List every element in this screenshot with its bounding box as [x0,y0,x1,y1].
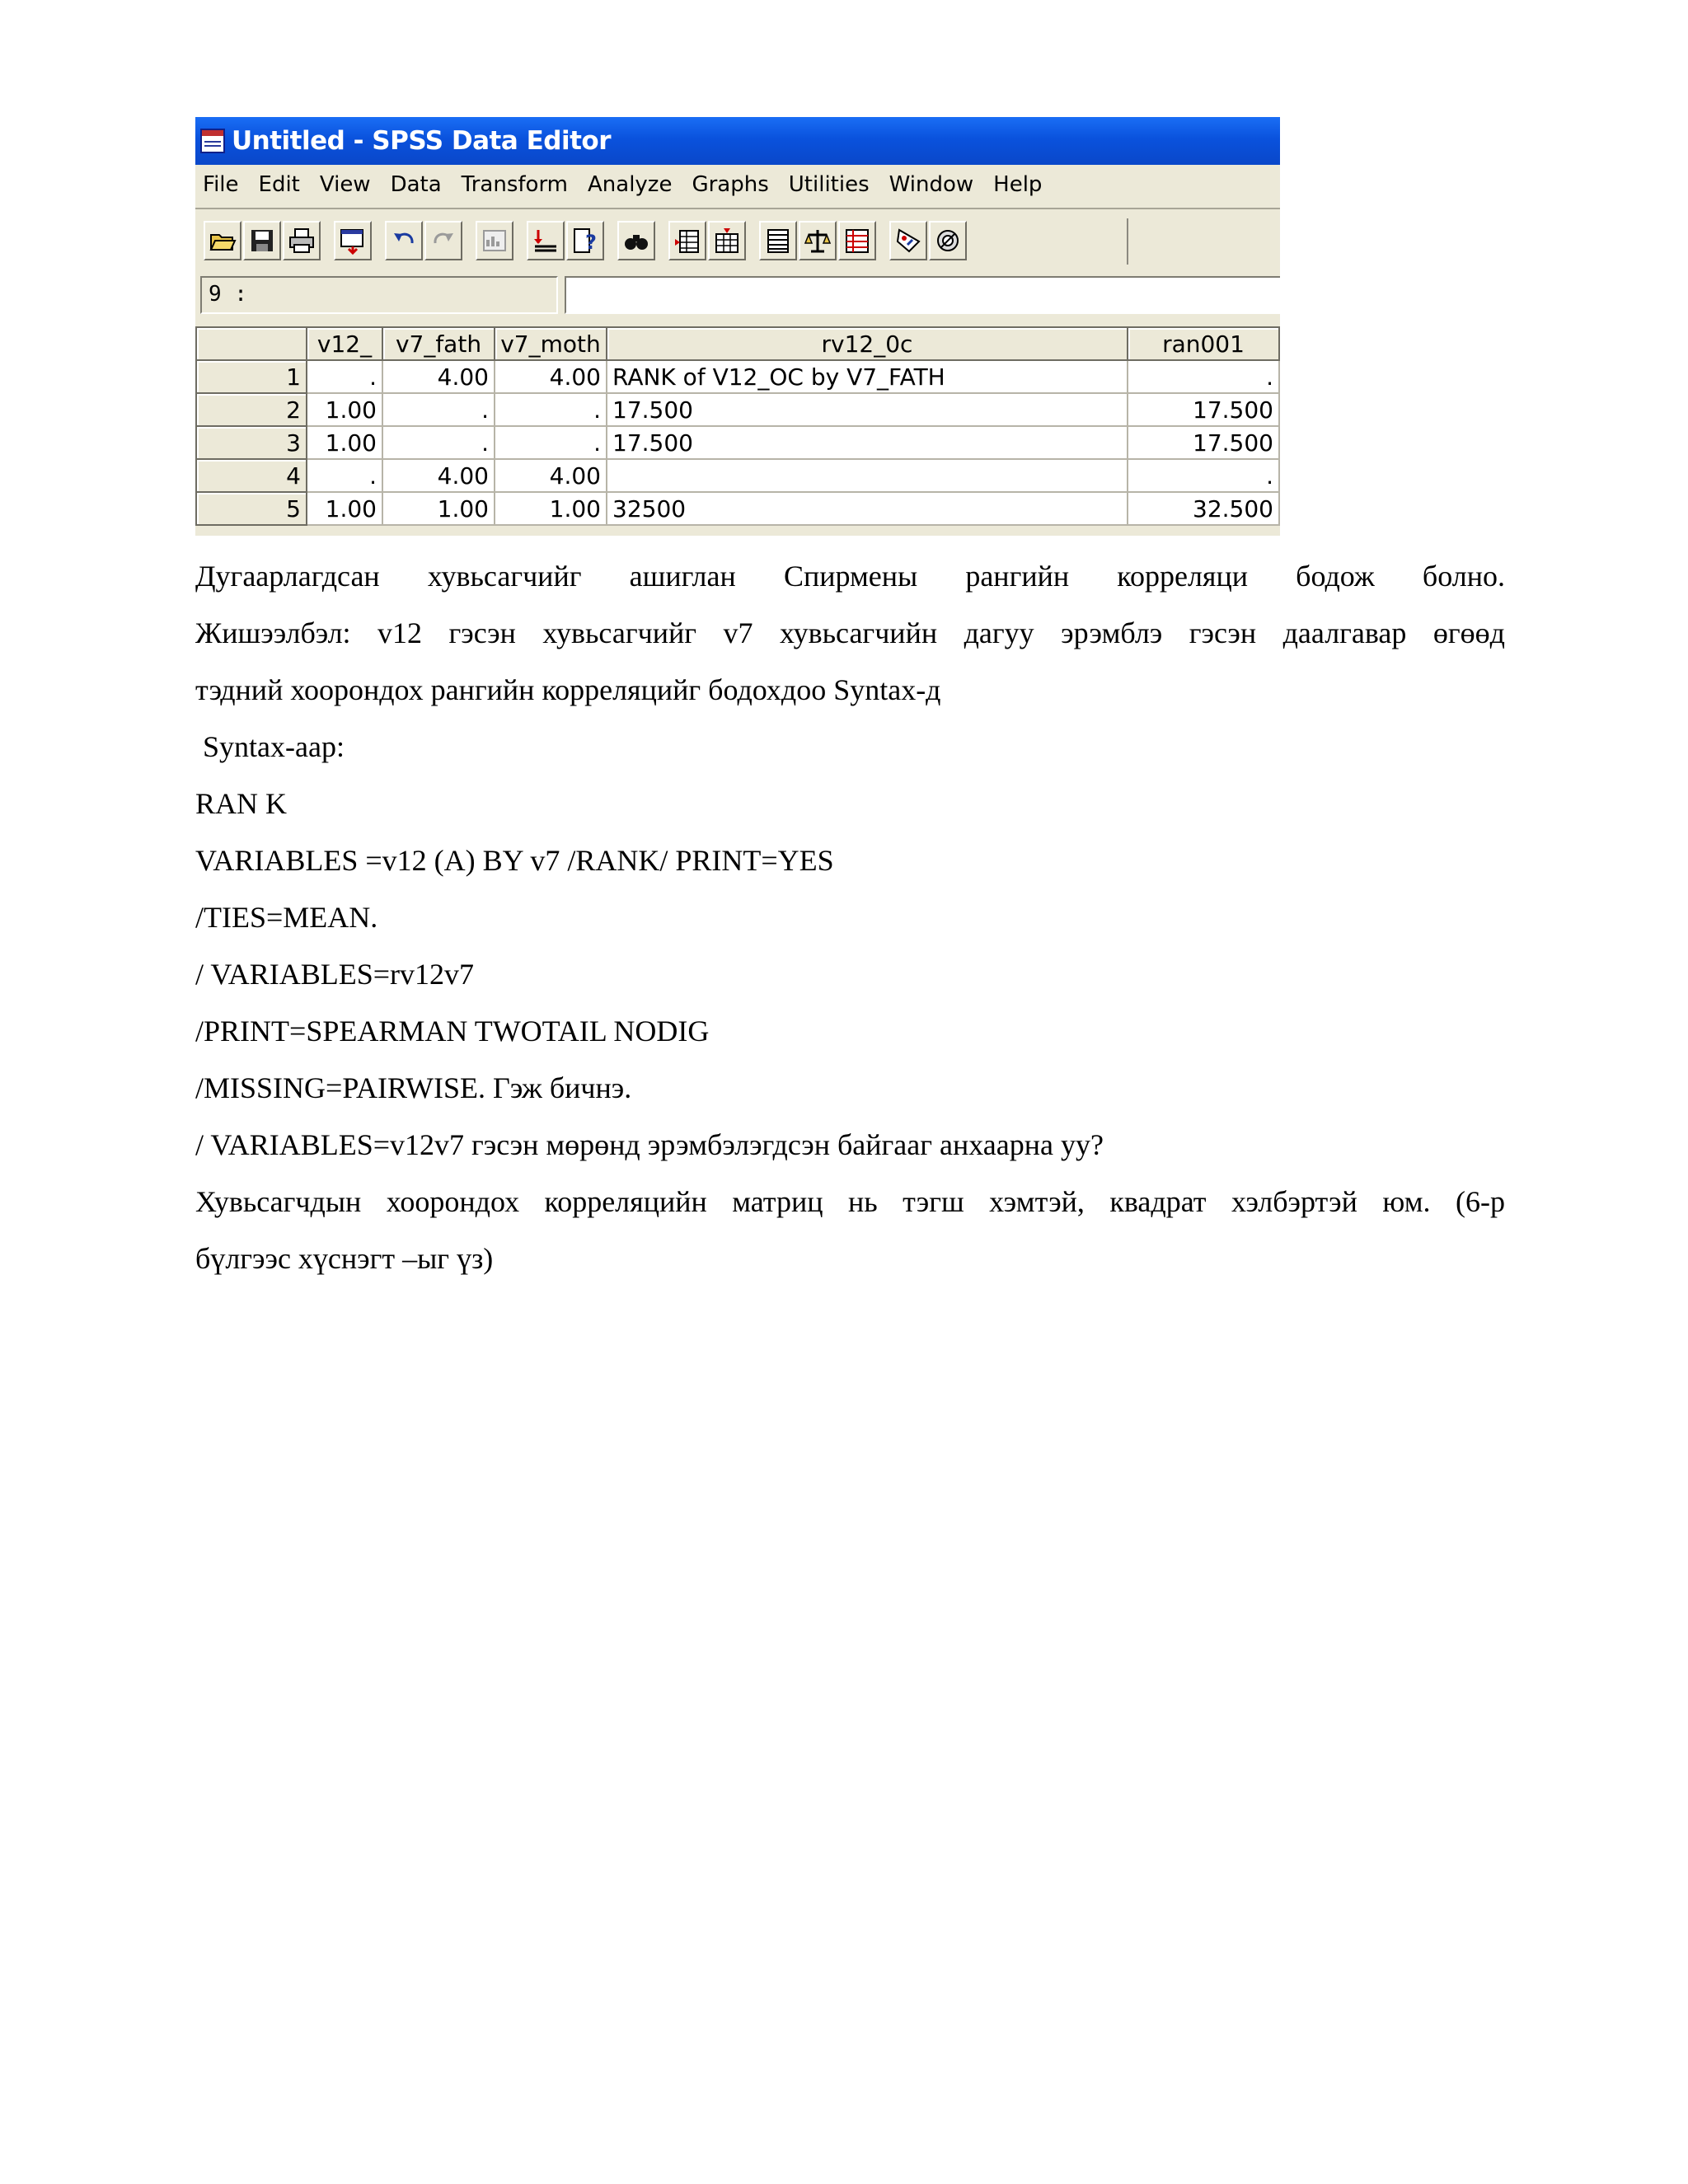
save-icon[interactable] [243,221,281,260]
row-header[interactable]: 1 [196,360,307,393]
row-header[interactable]: 3 [196,426,307,459]
menu-graphs[interactable]: Graphs [692,172,769,197]
goto-case-icon[interactable] [527,221,565,260]
code-line: /MISSING=PAIRWISE. Гэж бичнэ. [195,1071,632,1104]
svg-text:?: ? [585,231,597,254]
grid-header-row [196,327,1279,360]
data-cell[interactable] [607,459,1128,492]
data-cell[interactable]: . [495,426,607,459]
data-cell[interactable]: 4.00 [495,360,607,393]
data-cell[interactable]: 1.00 [307,492,382,525]
title-bar [195,117,1280,165]
menu-separator [195,208,1280,209]
data-cell[interactable]: 1.00 [382,492,495,525]
document-body [195,548,1505,1287]
data-cell[interactable]: 17.500 [1128,393,1279,426]
menu-file[interactable]: File [203,172,239,197]
find-icon[interactable] [617,221,655,260]
paragraph-line: бүлгээс хүснэгт –ыг үз) [195,1242,494,1275]
column-header-rv12-0c[interactable]: rv12_0c [607,327,1128,360]
code-line: RAN K [195,787,288,820]
menu-transform[interactable]: Transform [461,172,568,197]
paragraph-line: тэдний хоорондох рангийн корреляцийг бодохдоо Syntax-д [195,673,941,706]
column-header-v12[interactable]: v12_ [307,327,382,360]
data-cell[interactable]: . [307,360,382,393]
code-line: / VARIABLES=rv12v7 [195,958,475,991]
menu-view[interactable]: View [319,172,371,197]
toolbar [195,212,1280,268]
menu-analyze[interactable]: Analyze [588,172,673,197]
table-row [196,393,1279,426]
table-row [196,492,1279,525]
data-cell[interactable]: . [1128,360,1279,393]
cell-reference: 9 : [200,276,558,314]
note-line: / VARIABLES=v12v7 гэсэн мөрөнд эрэмбэлэгдсэн байгааг анхаарна уу? [195,1128,1104,1161]
toolbar-end-separator [1127,218,1128,265]
data-cell[interactable]: 17.500 [607,426,1128,459]
paragraph-line: Хувьсагчдын хоорондох корреляцийн матриц нь тэгш хэмтэй, квадрат хэлбэртэй юм. (6-р [195,1185,1505,1218]
data-cell[interactable]: 1.00 [495,492,607,525]
weight-cases-icon[interactable] [799,221,837,260]
menu-help[interactable]: Help [993,172,1043,197]
data-cell[interactable]: . [382,393,495,426]
split-file-icon[interactable] [759,221,797,260]
corner-cell [196,327,307,360]
select-cases-icon[interactable] [838,221,876,260]
insert-case-icon[interactable] [668,221,706,260]
spss-window-screenshot [195,117,1280,536]
undo-icon[interactable] [385,221,423,260]
code-line: /TIES=MEAN. [195,901,378,934]
data-cell[interactable]: 1.00 [307,393,382,426]
data-cell[interactable]: 17.500 [1128,426,1279,459]
row-header[interactable]: 2 [196,393,307,426]
print-icon[interactable] [283,221,321,260]
open-icon[interactable] [204,221,241,260]
use-sets-icon[interactable] [929,221,967,260]
data-cell[interactable]: . [382,426,495,459]
window-title: Untitled - SPSS Data Editor [232,126,611,156]
data-cell[interactable]: 17.500 [607,393,1128,426]
dialog-recall-icon[interactable] [334,221,372,260]
table-row [196,360,1279,393]
spss-app-icon [200,129,225,153]
data-cell[interactable]: . [307,459,382,492]
code-line: VARIABLES =v12 (A) BY v7 /RANK/ PRINT=YES [195,844,834,877]
data-cell[interactable]: 4.00 [495,459,607,492]
insert-variable-icon[interactable] [708,221,746,260]
data-cell[interactable]: 32.500 [1128,492,1279,525]
paragraph-line: Дугаарлагдсан хувьсагчийг ашиглан Спирмены рангийн корреляци бодож болно. [195,560,1505,593]
data-cell[interactable]: RANK of V12_OC by V7_FATH [607,360,1128,393]
row-header[interactable]: 5 [196,492,307,525]
menu-window[interactable]: Window [889,172,974,197]
data-cell[interactable]: 32500 [607,492,1128,525]
column-header-v7-moth[interactable]: v7_moth [495,327,607,360]
table-row [196,426,1279,459]
menu-utilities[interactable]: Utilities [788,172,870,197]
cell-editor-bar [195,274,1280,318]
paragraph-line: Жишээлбэл: v12 гэсэн хувьсагчийг v7 хувьсагчийн дагуу эрэмблэ гэсэн даалгавар өгөөд [195,616,1505,649]
menu-edit[interactable]: Edit [258,172,300,197]
table-row [196,459,1279,492]
syntax-label: Syntax-аар: [195,730,345,763]
data-cell[interactable]: 4.00 [382,459,495,492]
cell-value-input[interactable] [565,276,1280,314]
column-header-v7-fath[interactable]: v7_fath [382,327,495,360]
chart-icon[interactable] [476,221,513,260]
data-cell[interactable]: . [1128,459,1279,492]
row-header[interactable]: 4 [196,459,307,492]
menu-bar [195,165,1280,204]
value-labels-icon[interactable] [889,221,927,260]
data-cell[interactable]: 1.00 [307,426,382,459]
data-grid [195,326,1280,526]
data-cell[interactable]: 4.00 [382,360,495,393]
menu-data[interactable]: Data [390,172,442,197]
data-cell[interactable]: . [495,393,607,426]
code-line: /PRINT=SPEARMAN TWOTAIL NODIG [195,1015,710,1047]
column-header-ran001[interactable]: ran001 [1128,327,1279,360]
redo-icon[interactable] [424,221,462,260]
variables-icon[interactable] [566,221,604,260]
